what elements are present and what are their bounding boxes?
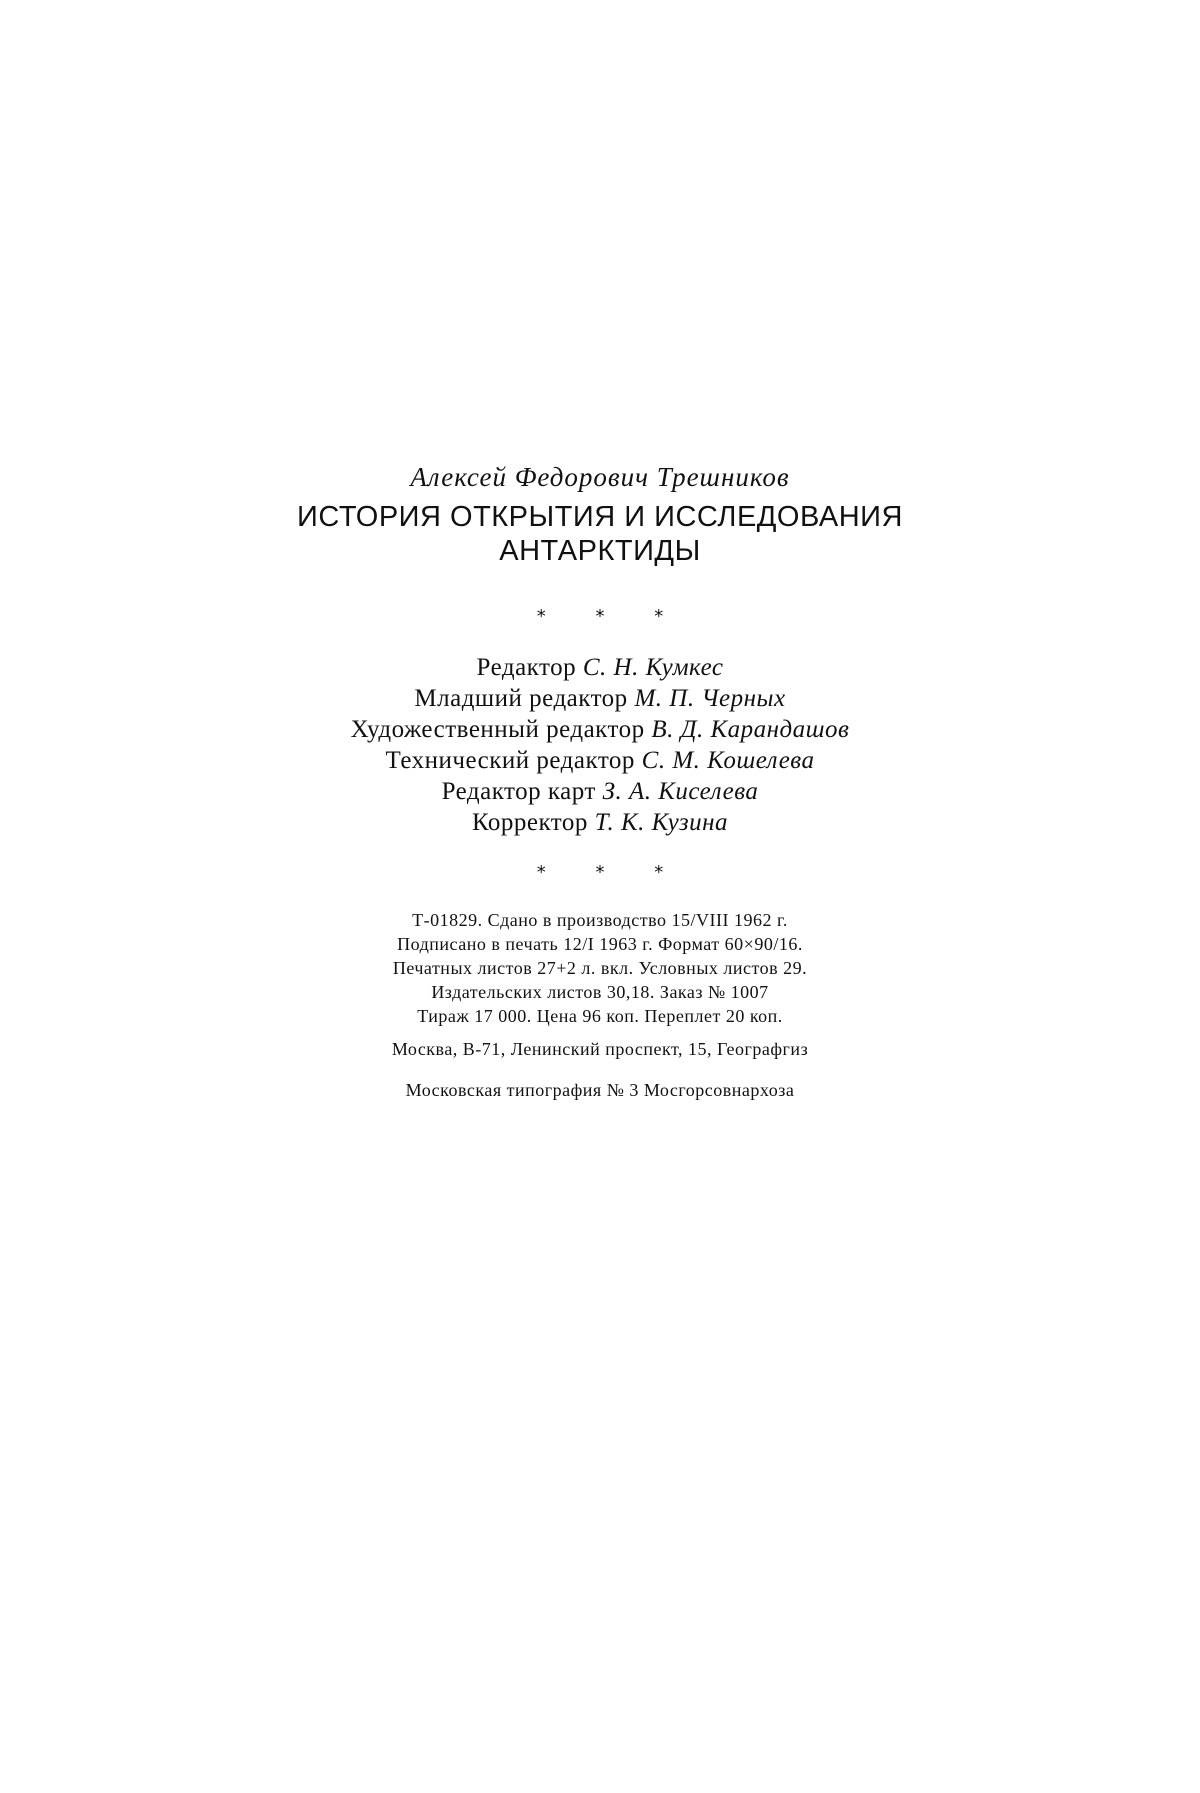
imprint-line: Издательских листов 30,18. Заказ № 1007 — [431, 982, 769, 1002]
credits-list — [0, 652, 1200, 838]
credit-person: Т. К. Кузина — [594, 809, 729, 836]
imprint-block — [0, 908, 1200, 1028]
credit-role: Технический редактор — [385, 747, 635, 774]
book-title-line-2: АНТАРКТИДЫ — [499, 535, 701, 567]
credit-technical-editor — [0, 745, 1200, 776]
imprint-line: Т-01829. Сдано в производство 15/VIII 1962 г. — [412, 910, 788, 930]
credit-role: Корректор — [471, 809, 588, 836]
credit-role: Редактор — [476, 654, 577, 681]
separator-stars-bottom: * * * — [536, 862, 686, 883]
credit-role: Младший редактор — [414, 685, 628, 712]
book-title — [0, 500, 1200, 568]
separator-stars-top: * * * — [536, 606, 686, 627]
printer-name: Московская типография № 3 Мосгорсовнархоза — [405, 1080, 795, 1100]
credit-person: С. М. Кошелева — [641, 747, 815, 774]
imprint-line: Тираж 17 000. Цена 96 коп. Переплет 20 коп. — [417, 1006, 783, 1026]
credit-proofreader — [0, 807, 1200, 838]
credit-role: Художественный редактор — [350, 716, 645, 743]
credit-person: М. П. Черных — [634, 685, 786, 712]
author-name: Алексей Федорович Трешников — [410, 462, 790, 492]
credit-person: З. А. Киселева — [602, 778, 759, 805]
publisher-address: Москва, В-71, Ленинский проспект, 15, Географгиз — [391, 1039, 809, 1059]
credit-person: С. Н. Кумкес — [582, 654, 724, 681]
credit-person: В. Д. Карандашов — [651, 716, 850, 743]
credit-junior-editor — [0, 683, 1200, 714]
credit-role: Редактор карт — [441, 778, 596, 805]
book-title-line-1: ИСТОРИЯ ОТКРЫТИЯ И ИССЛЕДОВАНИЯ — [297, 501, 903, 533]
credit-editor — [0, 652, 1200, 683]
imprint-line: Печатных листов 27+2 л. вкл. Условных листов 29. — [392, 958, 808, 978]
credit-art-editor — [0, 714, 1200, 745]
imprint-line: Подписано в печать 12/I 1963 г. Формат 60×90/16. — [397, 934, 803, 954]
credit-map-editor — [0, 776, 1200, 807]
